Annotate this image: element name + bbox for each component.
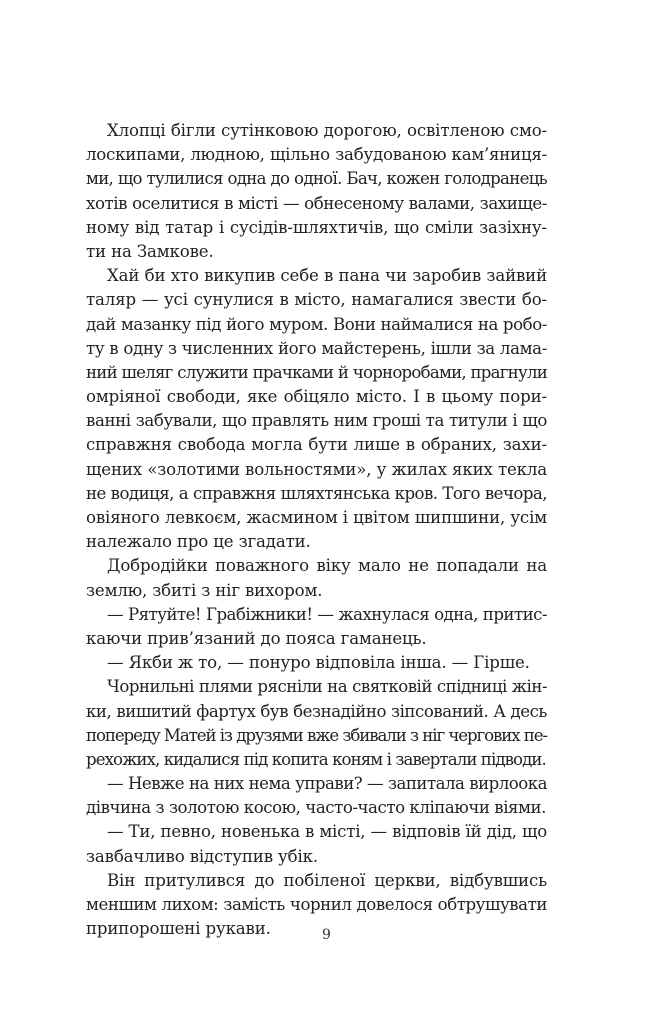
text-line: омріяної свободи, яке обіцяло місто. І в цьому пори- bbox=[86, 387, 547, 407]
text-line: ки, вишитий фартух був безнадійно зіпсований. А десь bbox=[86, 701, 547, 721]
text-line: Хай би хто викупив себе в пана чи заробив зайвий bbox=[107, 266, 547, 286]
text-line: — Невже на них нема управи? — запитала вирлоока bbox=[107, 774, 547, 794]
text-line: щених «золотими вольностями», у жилах яких текла bbox=[86, 459, 547, 479]
text-line: овіяного левкоєм, жасмином і цвітом шипшини, усім bbox=[86, 508, 547, 527]
text-line: хотів оселитися в місті — обнесеному валами, захище- bbox=[86, 193, 547, 213]
text-line: завбачливо відступив убік. bbox=[86, 846, 318, 866]
text-line: ту в одну з численних його майстерень, ішли за лама- bbox=[86, 338, 547, 358]
text-line: ванні забували, що правлять ним гроші та титули і що bbox=[86, 411, 547, 431]
text-line: рехожих, кидалися під копита коням і завертали підводи. bbox=[86, 749, 546, 769]
text-line: належало про це згадати. bbox=[86, 532, 311, 552]
page-number: 9 bbox=[322, 927, 331, 943]
text-line: припорошені рукави. bbox=[86, 919, 271, 939]
text-line: ному від татар і сусідів-шляхтичів, що сміли зазіхну- bbox=[86, 217, 547, 237]
body-text bbox=[86, 119, 547, 941]
text-line: ний шеляг служити прачками й чорноробами, прагнули bbox=[86, 362, 547, 382]
text-line: — Якби ж то, — понуро відповіла інша. — Гірше. bbox=[107, 653, 530, 673]
text-line: Хлопці бігли сутінковою дорогою, освітленою смо- bbox=[107, 121, 547, 140]
text-line: Добродійки поважного віку мало не попадали на bbox=[107, 556, 547, 576]
text-line: лоскипами, людною, щільно забудованою кам’яниця- bbox=[86, 145, 547, 165]
text-line: Чорнильні плями рясніли на святковій спідниці жін- bbox=[107, 677, 547, 697]
text-line: — Ти, певно, новенька в місті, — відповів їй дід, що bbox=[107, 822, 547, 842]
text-line: попереду Матей із друзями вже збивали з ніг чергових пе- bbox=[86, 725, 547, 745]
text-line: таляр — усі сунулися в місто, намагалися звести бо- bbox=[86, 290, 547, 310]
text-line: — Рятуйте! Грабіжники! — жахнулася одна, притис- bbox=[107, 604, 547, 624]
text-line: не водиця, а справжня шляхтянська кров. Того вечора, bbox=[86, 483, 547, 503]
text-line: дівчина з золотою косою, часто-часто кліпаючи віями. bbox=[86, 798, 546, 818]
text-line: справжня свобода могла бути лише в обраних, захи- bbox=[86, 435, 547, 455]
text-line: каючи прив’язаний до пояса гаманець. bbox=[86, 628, 427, 648]
text-line: дай мазанку під його муром. Вони наймалися на робо- bbox=[86, 314, 547, 334]
text-line: землю, збиті з ніг вихором. bbox=[86, 580, 323, 600]
text-line: ти на Замкове. bbox=[86, 241, 214, 261]
text-line: Він притулився до побіленої церкви, відбувшись bbox=[107, 870, 547, 890]
text-line: ми, що тулилися одна до одної. Бач, кожен голодранець bbox=[86, 169, 547, 189]
text-line: меншим лихом: замість чорнил довелося обтрушувати bbox=[86, 895, 547, 914]
